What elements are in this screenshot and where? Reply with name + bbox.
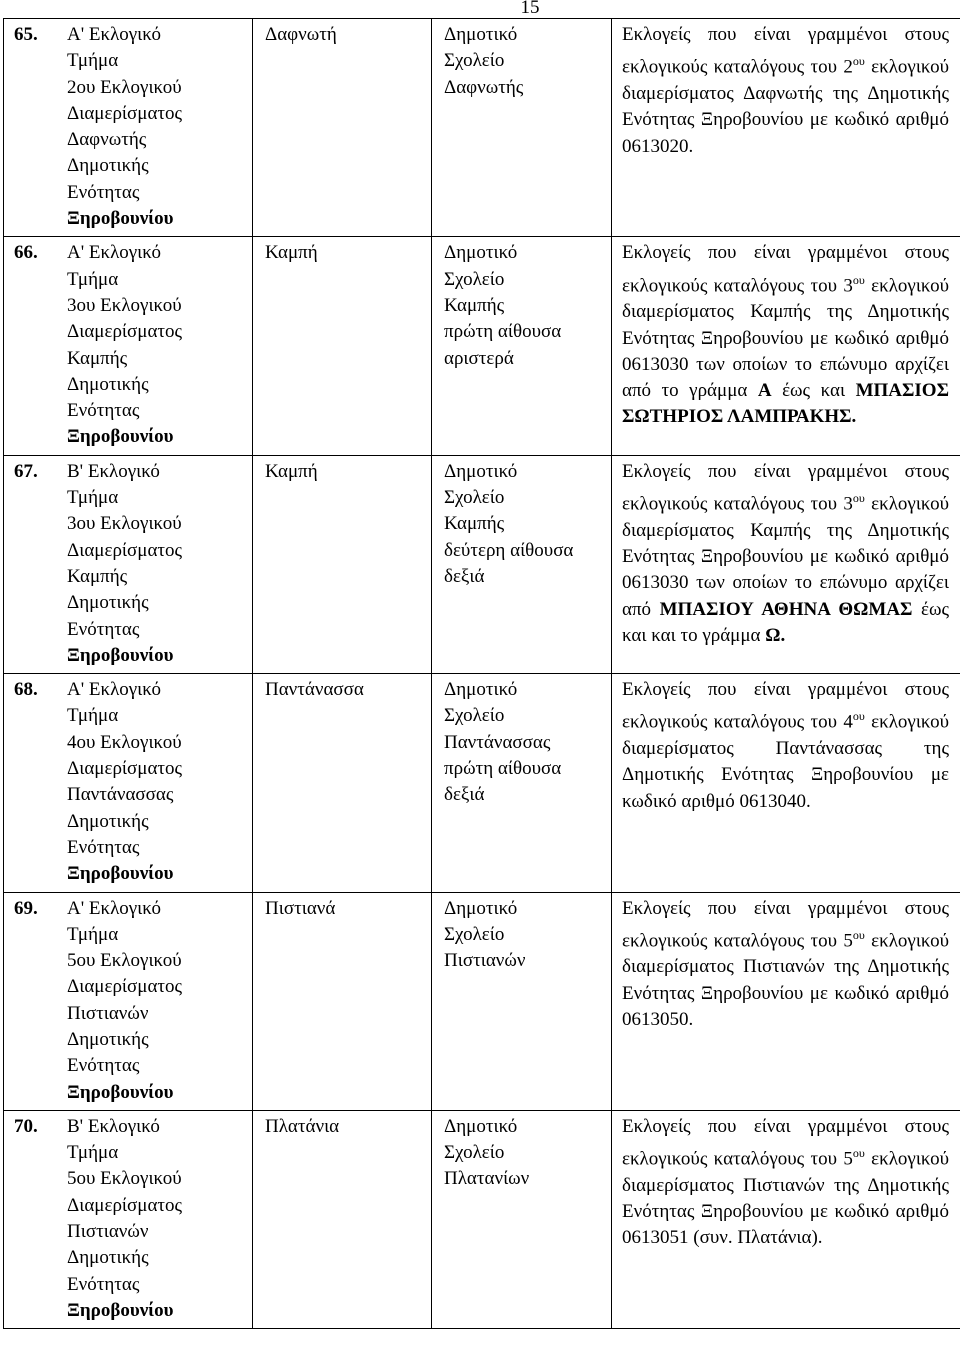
section-line: Παντάνασσας (67, 784, 174, 806)
desc-ordinal: ου (852, 1146, 865, 1161)
section-line: Δημοτικής (67, 592, 149, 614)
building-line: δεύτερη αίθουσα (444, 539, 574, 561)
location-cell: Πλατάνια (253, 1110, 432, 1328)
section-municipality: Ξηροβουνίου (67, 863, 174, 885)
building-lines (444, 240, 605, 371)
building-line: Πλατανίων (444, 1168, 530, 1190)
building-cell (432, 455, 612, 673)
section-line: 4ου Εκλογικού (67, 731, 182, 753)
section-line: 5ου Εκλογικού (67, 1168, 182, 1190)
desc-text-cont: εκλογικού διαμερίσματος Παντάνασσας της Δημοτικής Ενότητας Ξηροβουνίου με κωδικό αριθμό 0613040. (622, 711, 949, 812)
section-line: Β' Εκλογικό (67, 1115, 160, 1137)
desc-text-range: έως και (771, 380, 856, 402)
building-lines (444, 896, 605, 975)
section-line: Ενότητας (67, 836, 140, 858)
section-cell (4, 674, 253, 892)
building-line: Σχολείο (444, 705, 505, 727)
desc-text: Εκλογείς που είναι γραμμένοι στους εκλογικούς καταλόγους του 5 (622, 897, 949, 952)
building-cell (432, 674, 612, 892)
section-line: 5ου Εκλογικού (67, 950, 182, 972)
building-lines (444, 1114, 605, 1193)
desc-ordinal: ου (852, 491, 865, 506)
location-cell: Πιστιανά (253, 892, 432, 1110)
section-line: Τμήμα (67, 487, 119, 509)
polling-stations-table (3, 18, 960, 1329)
desc-text-cont: εκλογικού διαμερίσματος Καμπής της Δημοτικής Ενότητας Ξηροβουνίου με κωδικό αριθμό 0613030 των οποίων το επώνυμο αρχίζει από (622, 493, 949, 620)
section-line: Δημοτικής (67, 1028, 149, 1050)
section-line: Καμπής (67, 347, 128, 369)
building-line: Σχολείο (444, 50, 505, 72)
building-cell (432, 19, 612, 237)
section-line: Ενότητας (67, 618, 140, 640)
desc-bold-end: Ω. (765, 624, 786, 646)
location-cell: Δαφνωτή (253, 19, 432, 237)
section-municipality: Ξηροβουνίου (67, 1081, 174, 1103)
building-line: Σχολείο (444, 1142, 505, 1164)
voter-description (622, 459, 949, 649)
section-line: Ενότητας (67, 181, 140, 203)
building-lines (444, 677, 605, 808)
section-cell (4, 892, 253, 1110)
desc-text: Εκλογείς που είναι γραμμένοι στους εκλογικούς καταλόγους του 2 (622, 24, 949, 78)
section-lines (67, 459, 182, 669)
row-number: 65. (14, 24, 38, 45)
section-line: 2ου Εκλογικού (67, 76, 182, 98)
section-cell (4, 455, 253, 673)
section-line: Τμήμα (67, 923, 119, 945)
row-number: 68. (14, 679, 38, 701)
building-line: δεξιά (444, 565, 485, 587)
building-line: πρώτη αίθουσα (444, 321, 562, 343)
desc-text: Εκλογείς που είναι γραμμένοι στους εκλογικούς καταλόγους του 3 (622, 460, 949, 515)
table-row (4, 674, 960, 892)
building-line: Δημοτικό (444, 242, 518, 264)
location-cell: Παντάνασσα (253, 674, 432, 892)
section-line: 3ου Εκλογικού (67, 294, 182, 316)
section-cell (4, 237, 253, 455)
desc-ordinal: ου (852, 54, 865, 69)
section-line: Διαμερίσματος (67, 976, 183, 998)
section-line: Πιστιανών (67, 1002, 149, 1024)
section-line: Δαφνωτής (67, 129, 147, 151)
voter-description (622, 22, 949, 160)
table-row (4, 19, 960, 237)
building-line: δεξιά (444, 784, 485, 806)
building-line: Δημοτικό (444, 460, 518, 482)
section-line: Δημοτικής (67, 373, 149, 395)
section-lines (67, 896, 182, 1106)
voter-description (622, 896, 949, 1034)
building-line: Σχολείο (444, 923, 505, 945)
section-cell (4, 1110, 253, 1328)
section-line: Ενότητας (67, 400, 140, 422)
building-line: Δημοτικό (444, 1115, 518, 1137)
page-number: 15 (520, 0, 540, 18)
row-number: 69. (14, 897, 38, 919)
section-cell (4, 19, 253, 237)
description-cell (612, 892, 960, 1110)
desc-bold-end: ΜΠΑΣΙΟΣ ΣΩΤΗΡΙΟΣ ΛΑΜΠΡΑΚΗΣ. (622, 380, 950, 428)
voter-description (622, 677, 949, 815)
table-row (4, 237, 960, 455)
building-lines (444, 459, 605, 590)
section-line: Δημοτικής (67, 810, 149, 832)
table-row (4, 455, 960, 673)
building-line: Καμπής (444, 294, 505, 316)
section-line: Διαμερίσματος (67, 321, 183, 343)
desc-bold-name: ΜΠΑΣΙΟΥ ΑΘΗΝΑ ΘΩΜΑΣ (659, 598, 913, 620)
description-cell (612, 455, 960, 673)
section-lines (67, 240, 182, 450)
building-line: Πιστιανών (444, 950, 526, 972)
location-cell: Καμπή (253, 237, 432, 455)
desc-text: Εκλογείς που είναι γραμμένοι στους εκλογικούς καταλόγους του 5 (622, 1115, 949, 1170)
building-cell (432, 237, 612, 455)
section-municipality: Ξηροβουνίου (67, 208, 174, 230)
building-line: Δαφνωτής (444, 76, 524, 98)
section-line: Α' Εκλογικό (67, 897, 161, 919)
description-cell (612, 1110, 960, 1328)
location-cell: Καμπή (253, 455, 432, 673)
section-line: Τμήμα (67, 50, 119, 72)
section-line: Πιστιανών (67, 1221, 149, 1243)
desc-ordinal: ου (852, 927, 865, 942)
section-line: Καμπής (67, 565, 128, 587)
section-municipality: Ξηροβουνίου (67, 426, 174, 448)
building-line: Σχολείο (444, 268, 505, 290)
section-line: 3ου Εκλογικού (67, 513, 182, 535)
section-lines (67, 677, 182, 887)
desc-ordinal: ου (852, 709, 865, 724)
desc-text-cont: εκλογικού διαμερίσματος Καμπής της Δημοτικής Ενότητας Ξηροβουνίου με κωδικό αριθμό 0613030 των οποίων το επώνυμο αρχίζει από το γράμμα (622, 275, 949, 402)
section-line: Διαμερίσματος (67, 102, 183, 124)
desc-text-cont: εκλογικού διαμερίσματος Πιστιανών της Δημοτικής Ενότητας Ξηροβουνίου με κωδικό αριθμό 0613051 (συν. Πλατάνια). (622, 1148, 949, 1249)
section-lines (67, 22, 182, 232)
section-municipality: Ξηροβουνίου (67, 644, 174, 666)
description-cell (612, 19, 960, 237)
building-line: αριστερά (444, 347, 514, 369)
table-row (4, 892, 960, 1110)
description-cell (612, 674, 960, 892)
section-line: Τμήμα (67, 268, 119, 290)
section-line: Δημοτικής (67, 155, 149, 177)
building-line: Δημοτικό (444, 897, 518, 919)
section-line: Δημοτικής (67, 1247, 149, 1269)
section-line: Διαμερίσματος (67, 539, 183, 561)
section-line: Διαμερίσματος (67, 1194, 183, 1216)
row-number: 70. (14, 1115, 38, 1137)
row-number: 67. (14, 460, 38, 482)
desc-text: Εκλογείς που είναι γραμμένοι στους εκλογικούς καταλόγους του 3 (622, 242, 949, 296)
building-line: Παντάνασσας (444, 731, 551, 753)
section-line: Α' Εκλογικό (67, 679, 161, 701)
desc-text: Εκλογείς που είναι γραμμένοι στους εκλογικούς καταλόγους του 4 (622, 679, 949, 733)
building-line: Σχολείο (444, 487, 505, 509)
building-line: Δημοτικό (444, 679, 518, 701)
building-cell (432, 892, 612, 1110)
building-lines (444, 22, 605, 101)
desc-ordinal: ου (852, 272, 865, 287)
desc-text-range: έως και και το γράμμα (622, 598, 949, 646)
section-line: Α' Εκλογικό (67, 24, 161, 45)
section-line: Τμήμα (67, 1142, 119, 1164)
section-line: Διαμερίσματος (67, 758, 183, 780)
building-line: Καμπής (444, 513, 505, 535)
desc-bold-name: Α (757, 380, 772, 402)
desc-text-cont: εκλογικού διαμερίσματος Πιστιανών της Δημοτικής Ενότητας Ξηροβουνίου με κωδικό αριθμό 0613050. (622, 930, 949, 1031)
section-line: Α' Εκλογικό (67, 242, 161, 264)
building-line: πρώτη αίθουσα (444, 758, 562, 780)
desc-text-cont: εκλογικού διαμερίσματος Δαφνωτής της Δημοτικής Ενότητας Ξηροβουνίου με κωδικό αριθμό 0613020. (622, 56, 949, 157)
building-line: Δημοτικό (444, 24, 518, 45)
section-line: Τμήμα (67, 705, 119, 727)
section-lines (67, 1114, 182, 1324)
section-line: Ενότητας (67, 1273, 140, 1295)
table-row (4, 1110, 960, 1328)
description-cell (612, 237, 960, 455)
voter-description (622, 1114, 949, 1252)
section-municipality: Ξηροβουνίου (67, 1299, 174, 1321)
voter-description (622, 240, 949, 430)
section-line: Ενότητας (67, 1055, 140, 1077)
section-line: Β' Εκλογικό (67, 460, 160, 482)
row-number: 66. (14, 242, 38, 264)
building-cell (432, 1110, 612, 1328)
